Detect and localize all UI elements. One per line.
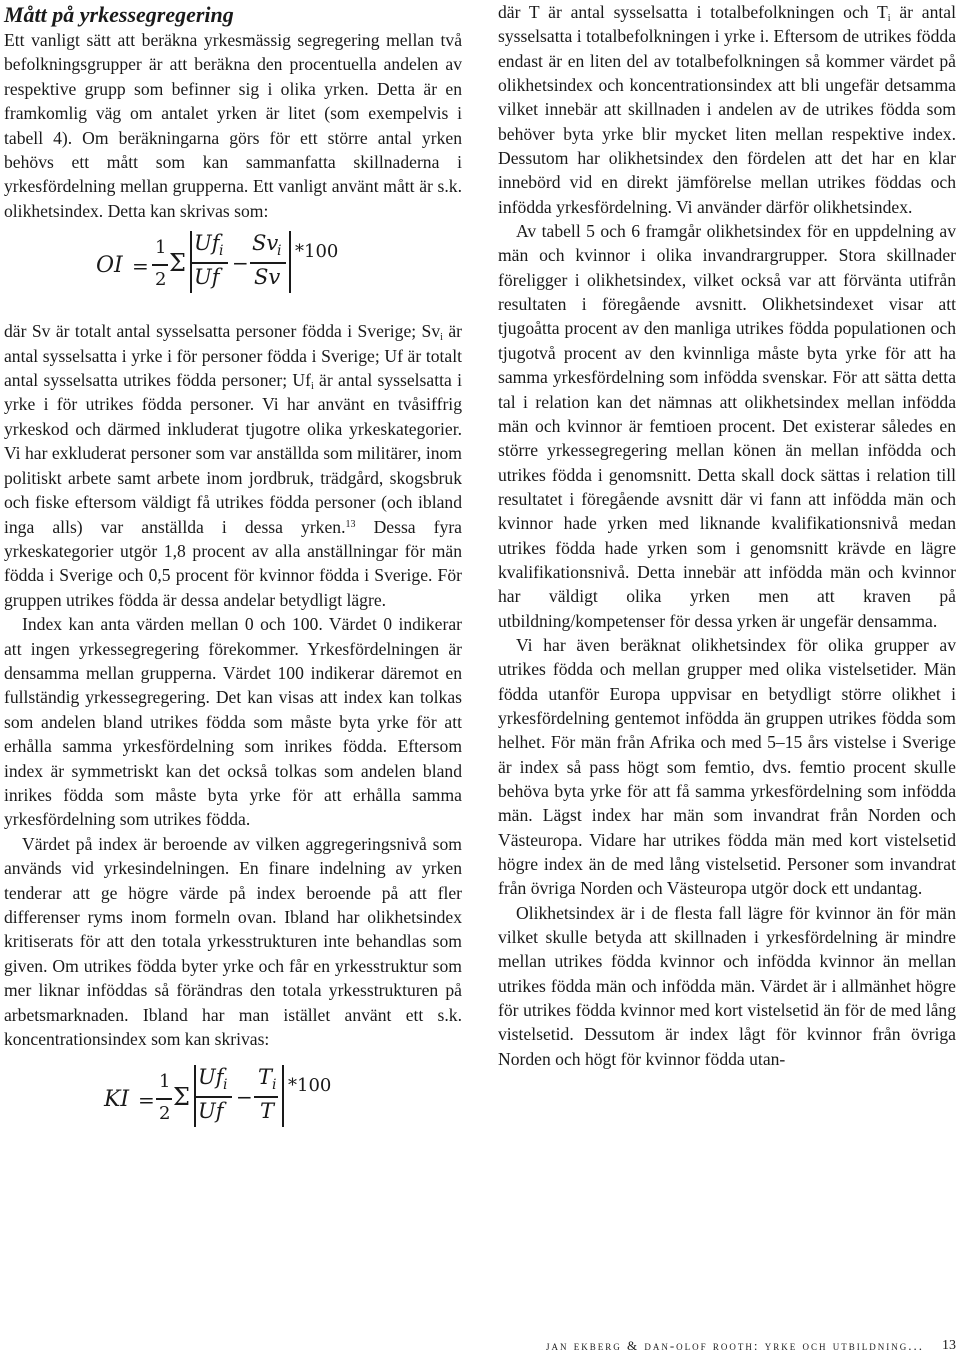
paragraph-definitions: där Sv är totalt antal sysselsatta personer födda i Sverige; $Sv_i$ är antal sysselsatta i yrke i för personer födda i Sverige; Uf är totalt antal sysselsatta utrikes födda personer; $Uf_i$ är antal sysselsatta i yrke i för utrikes födda personer. Vi har använt en tvåsiffrig yrkeskod och därmed inkluderat tjugotre olika yrkeskategorier. Vi har exkluderat personer som var anställda som militärer, inom politiskt arbete samt arbete inom jordbruk, trädgård, skogsbruk och fiske eftersom väldigt få utrikes födda personer (och ibland inga alls) var anställda i dessa yrken.$^{13}$ Dessa fyra yrkeskategorier utgör 1,8 procent av alla anställningar för män födda i Sverige och 0,5 procent för kvinnor födda i Sverige. För gruppen utrikes födda är dessa andelar betydligt lägre. [4,321,462,610]
paragraph-index-range: Index kan anta värden mellan 0 och 100. Värdet 0 indikerar att ingen yrkessegregering förekommer. Yrkesfördelningen är densamma mellan grupperna. Värdet 100 indikerar däremot en fullständig yrkessegregering. Det kan visas att index kan tolkas som andelen bland utrikes födda som måste byta yrke för att erhålla samma yrkesfördelning som inrikes födda. Eftersom index är symmetriskt kan det också tolkas som andelen bland inrikes födda som måste byta yrke för att erhålla samma yrkesfördelning som utrikes födda. [4,614,462,830]
formula-half-bar [156,1098,172,1099]
formula-t2-bar [250,262,286,263]
formula-t1-numerator: Uf [198,1065,224,1090]
formula-lhs: KI [104,1087,130,1113]
formula-times-100: *100 [295,241,339,263]
formula-t1-bar [196,1096,232,1097]
formula-t2-bar [254,1096,278,1097]
formula-t1-denominator: Uf [198,1099,224,1124]
formula-half-bar [152,264,168,265]
running-title: jan ekberg & dan-olof rooth: yrke och utbildning... [545,1338,924,1353]
formula-lhs: OI [96,253,123,279]
formula-abs-right [289,231,291,293]
formula-sigma: Σ [173,1083,190,1112]
formula-t1-sub: i [223,1077,228,1094]
paragraph-ki-definitions: där T är antal sysselsatta i totalbefolkningen och $T_i$ är antal sysselsatta i totalbefolkningen i yrke i. Eftersom de utrikes födda endast är en liten del av totalbefolkningen så kommer värdet på olikhetsindex och koncentrationsindex att bli ungefär detsamma vilket innebär att skillnaden i andelen av de utrikes födda som behöver byta yrke blir mycket liten mellan respektive index. Dessutom har olikhetsindex den fördelen att det har en klar innebörd vid en direkt jämförelse mellan utrikes föddas och infödda yrkesfördelning. Vi använder därför olikhetsindex. [498,2,957,217]
paragraph-table-results: Av tabell 5 och 6 framgår olikhetsindex för en uppdelning av män och kvinnor i olika invandrargrupper. Stora skillnader föreligger i olikhetsindex, vilket också var att förvänta utifrån resultaten i föregående avsnitt. Olikhetsindexet visar att tjugoåtta procent av den manliga utrikes födda populationen och tjugotvå procent av den kvinnliga måste byta yrke för att ha samma yrkesfördelning som infödda svenskar. För att sätta detta tal i relation kan det nämnas att olikhetsindex mellan infödda män och kvinnor är femtioen procent. Det existerar således en större yrkessegregering mellan könen än mellan infödda och utrikes födda i genomsnitt. Detta skall dock sättas i relation till resultatet i föregående avsnitt där vi fann att infödda män och kvinnor hade yrken med liknande kvalifikationsnivå medan utrikes födda hade yrken som i genomsnitt krävde en lägre kvalifikationsnivå. Detta innebär att infödda män och kvinnor har väldigt olika yrken men att kraven på utbildning/kompetenser för dessa yrken är ungefär densamma. [498,221,956,631]
page-footer [0,1338,960,1358]
formula-equals: = [138,1088,155,1113]
formula-half-denominator: 2 [159,1103,171,1125]
formula-t2-numerator: T [258,1065,273,1090]
formula-t1-bar [192,262,228,263]
formula-t2-sub: i [277,243,282,260]
formula-half-denominator: 2 [155,269,167,291]
formula-minus: − [232,251,249,276]
formula-equals: = [132,254,149,279]
formula-t2-denominator: T [260,1099,275,1124]
page-number: 13 [942,1338,956,1353]
formula-half-numerator: 1 [159,1071,171,1093]
formula-t2-numerator: Sv [252,231,279,256]
formula-times-100: *100 [288,1075,332,1097]
formula-t1-numerator: Uf [194,231,220,256]
paragraph-groups: Vi har även beräknat olikhetsindex för olika grupper av utrikes födda och mellan grupper med olika vistelsetider. Män födda utanför Europa uppvisar en betydligt större olikhet i yrkesfördelning gentemot infödda än gruppen utrikes födda som helhet. För män från Afrika och med 5–15 års vistelse i Sverige är index så pass högt som femtio, dvs. femtio procent skulle behöva byta yrke för att få samma yrkesfördelning som infödda män. Lägst index har män som invandrat från Norden och Västeuropa. Vidare har utrikes födda män med kort vistelsetid högre index än de med lång vistelsetid. Personer som invandrat från övriga Norden och Västeuropa utgör dock ett undantag. [498,634,956,899]
formula-half-numerator: 1 [155,237,167,259]
formula-t2-sub: i [272,1077,277,1094]
footnote-marker: 13 [345,518,356,530]
formula-minus: − [236,1085,253,1110]
formula-abs-right [282,1065,284,1127]
paragraph-intro: Ett vanligt sätt att beräkna yrkesmässig segregering mellan två befolkningsgrupper är att beräkna den procentuella andelen av respektive grupp som befinner sig i olika yrken. Detta är en framkomlig väg om antalet yrken är litet (som exempelvis i tabell 4). Om beräkningarna görs för ett större antal yrken behövs ett mått som kan sammanfatta skillnaderna i yrkesfördelning mellan grupperna. Ett vanligt använt mått är s.k. olikhetsindex. Detta kan skrivas som: [4,30,462,221]
paragraph-aggregation: Värdet på index är beroende av vilken aggregeringsnivå som används vid yrkesindelningen. En finare indelning av yrken tenderar att ge högre värde på index beroende på att fler differenser ryms inom formeln ovan. Ibland har olikhetsindex kritiserats för att den totala yrkesstrukturen inte behandlas som given. Om utrikes födda byter yrke och får en yrkesstruktur som mer liknar inföddas så förändras den totala yrkesstrukturen på arbetsmarknaden. Ibland har man istället använt ett s.k. koncentrationsindex som kan skrivas: [4,833,462,1050]
left-column [4,0,462,1153]
paragraph-women: Olikhetsindex är i de flesta fall lägre för kvinnor än för män vilket skulle betyda att skillnaden i yrkesfördelning är mindre mellan utrikes födda kvinnor och infödda kvinnor än mellan utrikes födda män och infödda män. Värdet är i allmänhet högre för utrikes födda kvinnor med kort vistelsetid än för de med lång vistelsetid. Dessutom är index lågt för kvinnor från övriga Norden och högt för kvinnor födda utan- [498,902,956,1069]
formula-sigma: Σ [169,249,186,278]
section-heading: Mått på yrkessegregering [4,2,234,27]
formula-t1-denominator: Uf [194,265,220,290]
formula-koncentrationsindex [4,1063,462,1145]
formula-t1-sub: i [219,243,224,260]
right-column [498,0,956,1071]
formula-t2-denominator: Sv [254,265,281,290]
formula-olikhetsindex [4,229,462,311]
